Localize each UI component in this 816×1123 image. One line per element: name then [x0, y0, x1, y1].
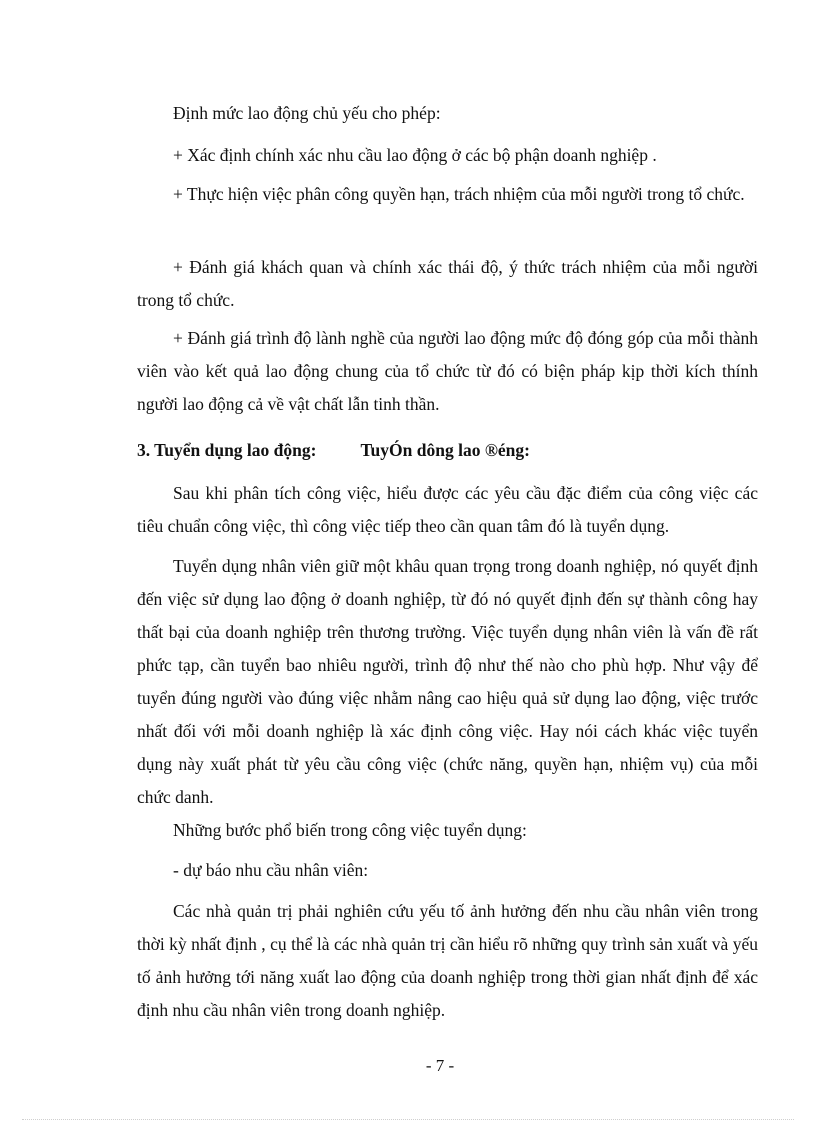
paragraph-forecast-detail: Các nhà quản trị phải nghiên cứu yếu tố ảnh hưởng đến nhu cầu nhân viên trong thời kỳ nhất định , cụ thể là các nhà quản trị cần hiểu rõ những quy trình sản xuất và yếu tố ảnh hưởng tới năng xuất lao động của doanh nghiệp trong thời gian nhất định để xác định nhu cầu nhân viên trong doanh nghiệp. [137, 901, 758, 1020]
section-heading-garbled-text: TuyÓn dông lao ®éng: [360, 440, 530, 460]
paragraph-norm-intro: Định mức lao động chủ yếu cho phép: [173, 103, 441, 123]
paragraph-bullet-2: + Thực hiện việc phân công quyền hạn, trách nhiệm của mỗi người trong tổ chức. [173, 184, 745, 204]
paragraph-recruitment-intro: Sau khi phân tích công việc, hiểu được các yêu cầu đặc điểm của công việc các tiêu chuẩn công việc, thì công việc tiếp theo cần quan tâm đó là tuyển dụng. [137, 483, 758, 536]
paragraph-step-forecast: - dự báo nhu cầu nhân viên: [173, 860, 369, 880]
section-heading [137, 434, 530, 467]
section-heading-title: 3. Tuyển dụng lao động: [137, 440, 317, 460]
paragraph-bullet-4: + Đánh giá trình độ lành nghề của người lao động mức độ đóng góp của mỗi thành viên vào kết quả lao động chung của tổ chức từ đó có biện pháp kịp thời kích thính người lao động cả về vật chất lẫn tinh thần. [137, 328, 758, 414]
paragraph-bullet-1: + Xác định chính xác nhu cầu lao động ở các bộ phận doanh nghiệp . [173, 145, 657, 165]
page-number: - 7 - [425, 1056, 455, 1075]
paragraph-recruitment-detail: Tuyển dụng nhân viên giữ một khâu quan trọng trong doanh nghiệp, nó quyết định đến việc sử dụng lao động ở doanh nghiệp, từ đó nó quyết định đến sự thành công hay thất bại của doanh nghiệp trên thương trường. Việc tuyển dụng nhân viên là vấn đề rất phức tạp, cần tuyển bao nhiêu người, trình độ như thế nào cho phù hợp. Như vậy để tuyển đúng người vào đúng việc nhằm nâng cao hiệu quả sử dụng lao động, việc trước nhất đối với mỗi doanh nghiệp là xác định công việc. Hay nói cách khác việc tuyển dụng này xuất phát từ yêu cầu công việc (chức năng, quyền hạn, nhiệm vụ) của mỗi chức danh. [137, 556, 758, 807]
paragraph-bullet-3: + Đánh giá khách quan và chính xác thái độ, ý thức trách nhiệm của mỗi người trong tổ chức. [137, 257, 758, 310]
paragraph-steps-intro: Những bước phổ biến trong công việc tuyển dụng: [173, 820, 527, 840]
footer-divider [22, 1119, 794, 1120]
